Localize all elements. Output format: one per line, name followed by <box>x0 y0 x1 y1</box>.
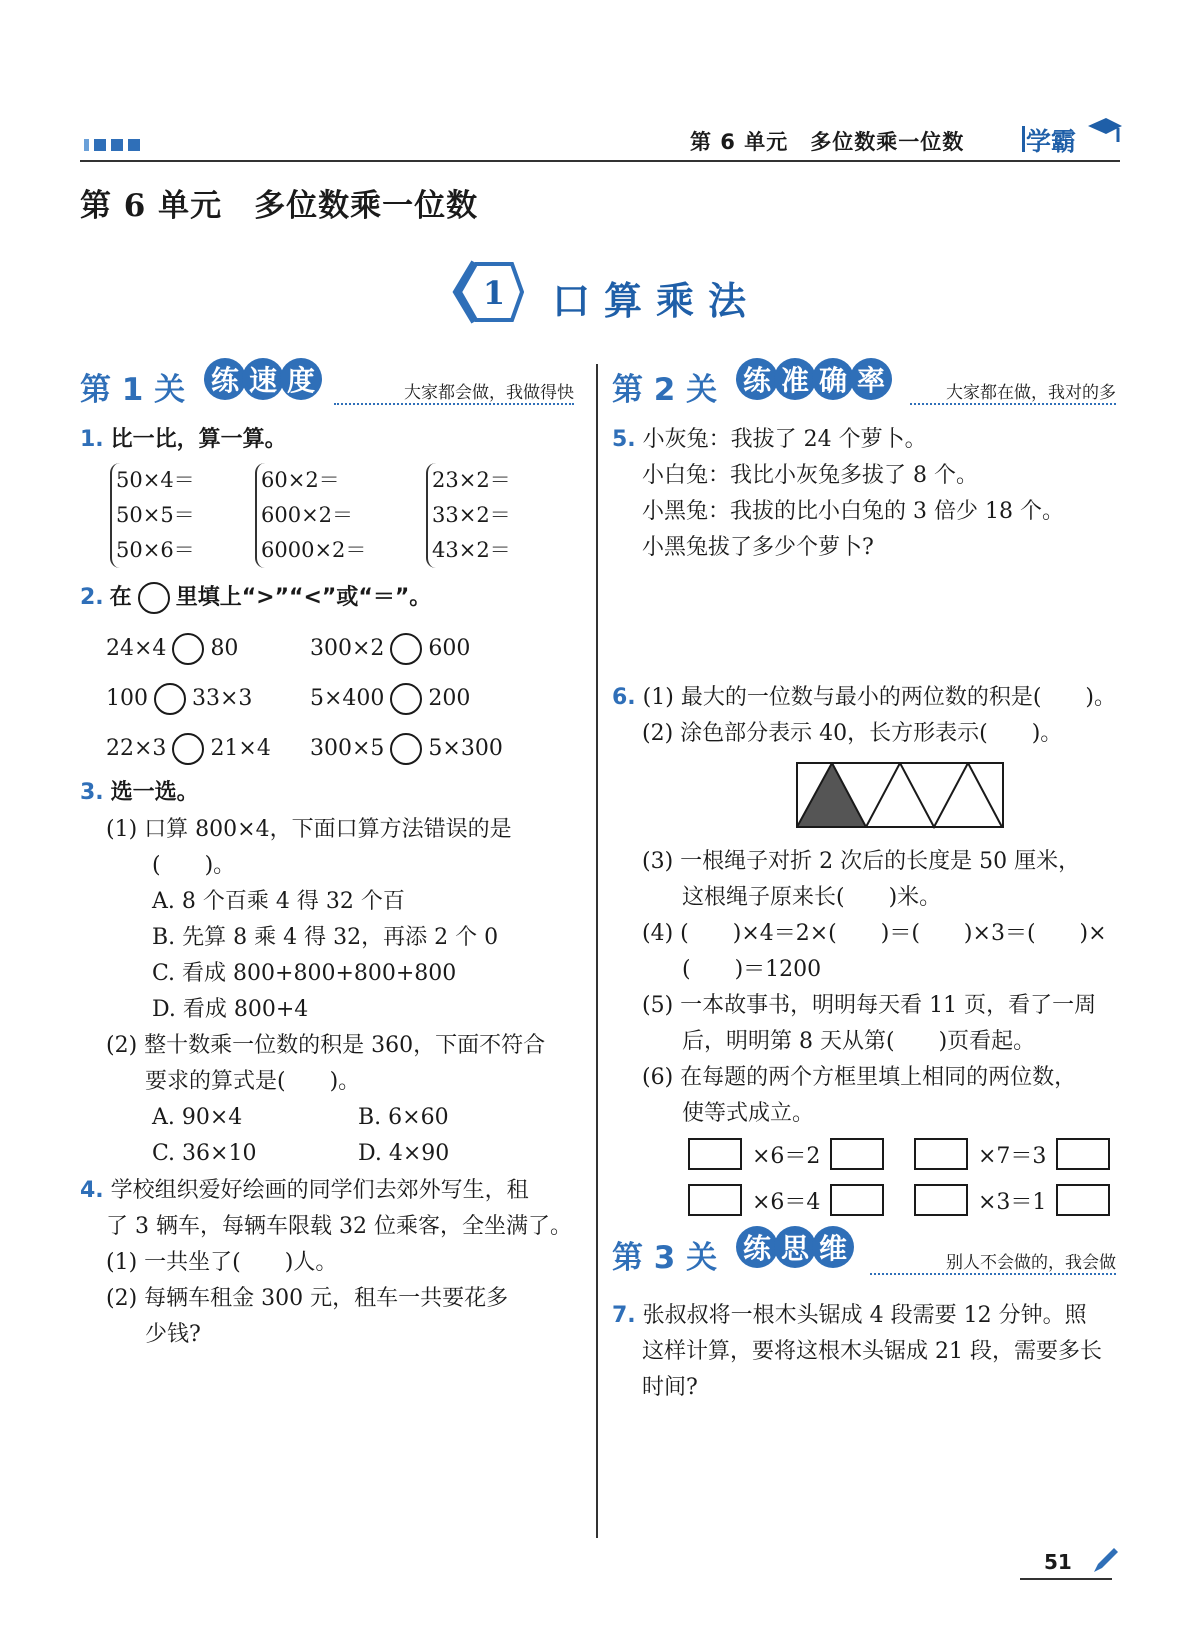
box-equation <box>688 1138 884 1170</box>
level3-char: 思 <box>774 1226 816 1268</box>
q3-option: C. 36×10 <box>152 1141 257 1166</box>
q2-number: 2. <box>80 585 104 610</box>
q1-expr: 43×2＝ <box>432 538 511 562</box>
brand-logo: 学霸 <box>1026 127 1077 156</box>
q6-part6-line2: 使等式成立。 <box>682 1101 815 1126</box>
q3-option: A. 90×4 <box>152 1105 243 1130</box>
answer-circle[interactable] <box>172 633 204 665</box>
unit-title: 第 6 单元 多位数乘一位数 <box>80 188 479 224</box>
header-unit-title: 第 6 单元 多位数乘一位数 <box>690 130 965 154</box>
q3-option: C. 看成 800+800+800+800 <box>152 961 457 986</box>
q4-part2-line2: 少钱? <box>145 1322 201 1347</box>
q7-number: 7. <box>612 1303 636 1328</box>
box-equation <box>914 1138 1110 1170</box>
q5-number: 5. <box>612 427 636 452</box>
q2-right: 33×3 <box>192 686 253 711</box>
q5-line: 小灰兔：我拔了 24 个萝卜。 <box>642 427 927 452</box>
level2-char: 率 <box>850 358 892 400</box>
q2-item <box>106 632 238 666</box>
q6-part3-line2: 这根绳子原来长( )米。 <box>682 885 942 910</box>
q2-left: 5×400 <box>310 686 385 711</box>
level3-badge <box>736 1226 850 1268</box>
q3-number: 3. <box>80 780 104 805</box>
q1-group-3 <box>426 463 511 568</box>
q2-left: 100 <box>106 686 148 711</box>
level1-char: 度 <box>280 358 322 400</box>
q2-item <box>106 732 271 766</box>
header-rule <box>80 160 1120 162</box>
section-number: 1 <box>482 274 506 312</box>
answer-box[interactable] <box>914 1184 968 1216</box>
q3-text: 选一选。 <box>110 780 199 805</box>
level1-char: 练 <box>204 358 246 400</box>
q3-option: D. 4×90 <box>358 1141 450 1166</box>
q1-group-1 <box>110 463 195 568</box>
q1-expr: 600×2＝ <box>261 503 354 527</box>
q2-right: 5×300 <box>428 736 503 761</box>
page-number-rule <box>1020 1578 1112 1580</box>
q4-line2: 了 3 辆车，每辆车限载 32 位乘客，全坐满了。 <box>106 1214 572 1239</box>
level1-char: 速 <box>242 358 284 400</box>
q6-part3: (3) 一根绳子对折 2 次后的长度是 50 厘米， <box>642 849 1081 874</box>
q2-left: 300×5 <box>310 736 385 761</box>
level2-char: 准 <box>774 358 816 400</box>
level2-badge <box>736 358 888 400</box>
section-number-hexagon <box>450 258 524 326</box>
level3-title: 第 3 关 <box>612 1240 718 1276</box>
q7-line: 时间? <box>642 1375 698 1400</box>
graduation-cap-icon <box>1084 112 1124 152</box>
header-decoration <box>84 139 140 151</box>
answer-box[interactable] <box>830 1184 884 1216</box>
answer-box[interactable] <box>1056 1138 1110 1170</box>
q6-part4: (4) ( )×4＝2×( )＝( )×3＝( )× <box>642 921 1107 946</box>
answer-circle[interactable] <box>390 633 422 665</box>
q3-part1-blank: ( )。 <box>152 853 236 878</box>
section-title: 口算乘法 <box>552 279 761 323</box>
q5-line: 小黑兔拔了多少个萝卜? <box>642 535 874 560</box>
q3-part2-line2: 要求的算式是( )。 <box>145 1069 361 1094</box>
box-equation-text: ×7＝3 <box>978 1143 1047 1169</box>
level3-slogan: 别人不会做的，我会做 <box>870 1248 1116 1275</box>
q2-right: 21×4 <box>210 736 271 761</box>
q5-line: 小黑兔：我拔的比小白兔的 3 倍少 18 个。 <box>642 499 1064 524</box>
box-equation-text: ×6＝4 <box>752 1189 821 1215</box>
page-number: 51 <box>1044 1550 1072 1574</box>
column-divider <box>596 364 598 1538</box>
q1-number: 1. <box>80 427 104 452</box>
q3-option: B. 6×60 <box>358 1105 449 1130</box>
q2-right: 80 <box>210 636 239 661</box>
q2 <box>80 580 431 616</box>
q4 <box>80 1173 529 1209</box>
q2-text-b: 里填上“>”“<”或“＝”。 <box>175 585 432 610</box>
q5 <box>612 422 927 458</box>
answer-box[interactable] <box>688 1138 742 1170</box>
q6-part5-line2: 后，明明第 8 天从第( )页看起。 <box>682 1029 1036 1054</box>
q3-part2: (2) 整十数乘一位数的积是 360，下面不符合 <box>106 1033 546 1058</box>
answer-box[interactable] <box>830 1138 884 1170</box>
q5-line: 小白兔：我比小灰兔多拔了 8 个。 <box>642 463 978 488</box>
q6-part2: (2) 涂色部分表示 40，长方形表示( )。 <box>642 721 1063 746</box>
box-equation <box>688 1184 884 1216</box>
q1-expr: 6000×2＝ <box>261 538 367 562</box>
q2-left: 300×2 <box>310 636 385 661</box>
q7-line: 张叔叔将一根木头锯成 4 段需要 12 分钟。照 <box>642 1303 1087 1328</box>
q1 <box>80 422 287 458</box>
q2-item <box>106 682 252 716</box>
triangle-rectangle-figure <box>796 762 1006 830</box>
level2-slogan: 大家都在做，我对的多 <box>910 378 1116 405</box>
q1-expr: 33×2＝ <box>432 503 511 527</box>
brand-bar <box>1022 126 1025 152</box>
answer-box[interactable] <box>688 1184 742 1216</box>
q1-expr: 60×2＝ <box>261 468 340 492</box>
q2-right: 600 <box>428 636 471 661</box>
q6-part1: (1) 最大的一位数与最小的两位数的积是( )。 <box>642 685 1116 710</box>
q2-item <box>310 632 470 666</box>
circle-icon <box>138 582 170 614</box>
q4-part2: (2) 每辆车租金 300 元，租车一共要花多 <box>106 1286 509 1311</box>
level1-slogan: 大家都会做，我做得快 <box>334 378 574 405</box>
q2-item <box>310 682 470 716</box>
q3 <box>80 775 199 811</box>
q6-part4-line2: ( )＝1200 <box>682 957 822 982</box>
level2-title: 第 2 关 <box>612 372 718 408</box>
answer-box[interactable] <box>1056 1184 1110 1216</box>
pencil-icon <box>1090 1546 1120 1576</box>
q3-part1: (1) 口算 800×4，下面口算方法错误的是 <box>106 817 512 842</box>
q6-number: 6. <box>612 685 636 710</box>
q4-line1: 学校组织爱好绘画的同学们去郊外写生，租 <box>110 1178 529 1203</box>
q3-option: D. 看成 800+4 <box>152 997 309 1022</box>
q7 <box>612 1298 1087 1334</box>
q1-group-2 <box>255 463 366 568</box>
level3-char: 练 <box>736 1226 778 1268</box>
box-equation <box>914 1184 1110 1216</box>
q2-right: 200 <box>428 686 471 711</box>
level3-char: 维 <box>812 1226 854 1268</box>
q3-option: B. 先算 8 乘 4 得 32，再添 2 个 0 <box>152 925 499 950</box>
q2-item <box>310 732 503 766</box>
q2-left: 22×3 <box>106 736 167 761</box>
level2-char: 确 <box>812 358 854 400</box>
q6-part6: (6) 在每题的两个方框里填上相同的两位数， <box>642 1065 1077 1090</box>
level2-char: 练 <box>736 358 778 400</box>
q7-line: 这样计算，要将这根木头锯成 21 段，需要多长 <box>642 1339 1102 1364</box>
box-equation-text: ×3＝1 <box>978 1189 1047 1215</box>
q4-number: 4. <box>80 1178 104 1203</box>
box-equation-text: ×6＝2 <box>752 1143 821 1169</box>
q1-expr: 50×6＝ <box>116 538 195 562</box>
q4-part1: (1) 一共坐了( )人。 <box>106 1250 338 1275</box>
q3-option: A. 8 个百乘 4 得 32 个百 <box>152 889 405 914</box>
q1-expr: 23×2＝ <box>432 468 511 492</box>
answer-circle[interactable] <box>154 683 186 715</box>
answer-box[interactable] <box>914 1138 968 1170</box>
q6-part5: (5) 一本故事书，明明每天看 11 页，看了一周 <box>642 993 1097 1018</box>
level1-badge <box>204 358 318 400</box>
q6 <box>612 680 1116 716</box>
answer-circle[interactable] <box>390 733 422 765</box>
q2-left: 24×4 <box>106 636 167 661</box>
q2-text-a: 在 <box>109 585 132 610</box>
level1-title: 第 1 关 <box>80 372 186 408</box>
answer-circle[interactable] <box>172 733 204 765</box>
q1-expr: 50×4＝ <box>116 468 195 492</box>
q1-text: 比一比，算一算。 <box>110 427 287 452</box>
answer-circle[interactable] <box>390 683 422 715</box>
q1-expr: 50×5＝ <box>116 503 195 527</box>
